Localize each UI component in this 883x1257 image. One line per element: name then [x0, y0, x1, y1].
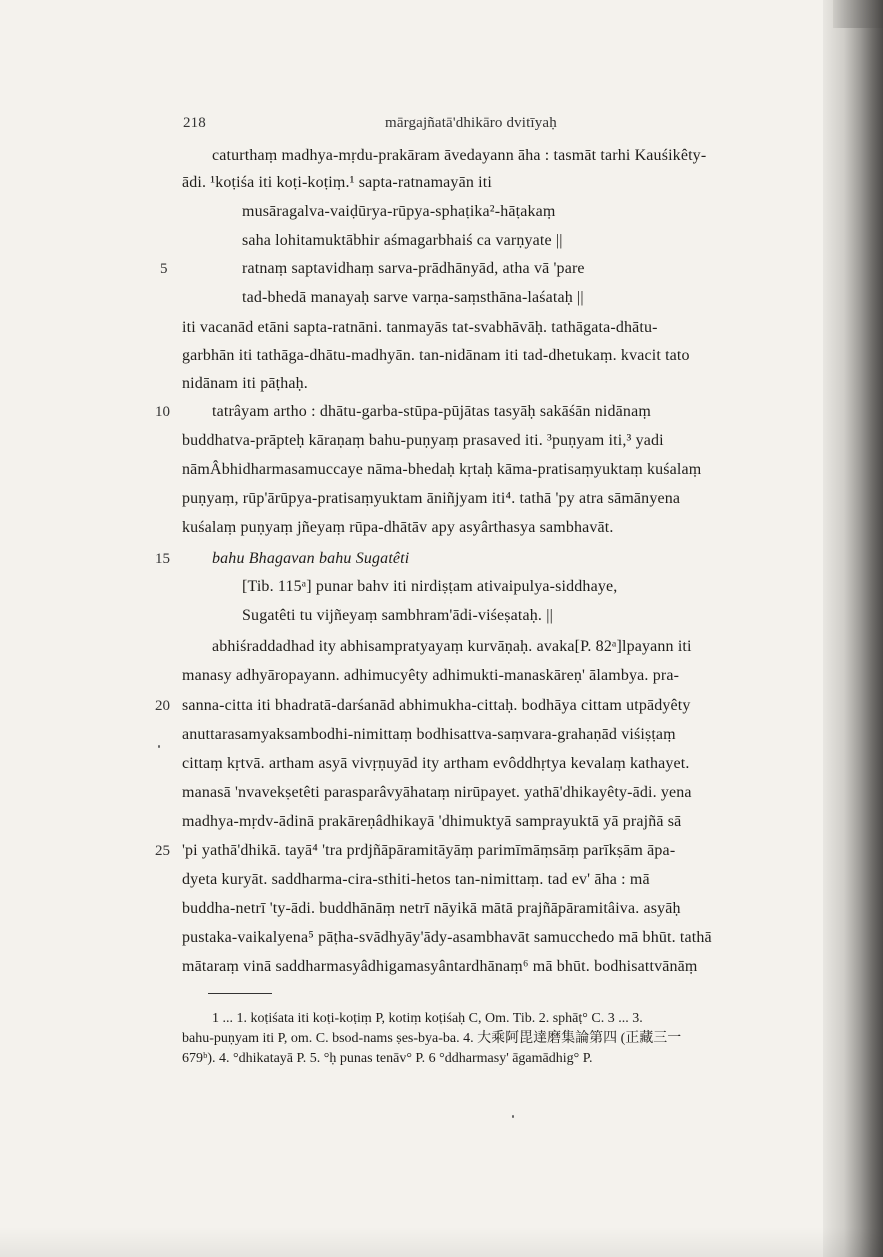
text-line: sanna-citta iti bhadratā-darśanād abhimukha-cittaḥ. bodhāya cittam utpādyêty	[182, 697, 691, 714]
text-line: manasā 'nvavekṣetêti parasparâvyāhataṃ nirūpayet. yathā'dhikayêty-ādi. yena	[182, 784, 692, 801]
text-line: cittaṃ kṛtvā. artham asyā vivṛṇuyād ity artham evôddhṛtya kevalaṃ kathayet.	[182, 755, 690, 772]
text-line: puṇyaṃ, rūp'ārūpya-pratisaṃyuktam āniñjyam iti⁴. tathā 'py atra sāmānyena	[182, 490, 681, 507]
text-line: abhiśraddadhad ity abhisampratyayaṃ kurvāṇaḥ. avaka[P. 82ᵃ]lpayann iti	[212, 638, 692, 655]
line-number: 25	[155, 843, 170, 859]
text-line: buddha-netrī 'ty-ādi. buddhānāṃ netrī nāyikā mātā prajñāpāramitâiva. asyāḥ	[182, 900, 681, 917]
text-line: manasy adhyāropayann. adhimucyêty adhimukti-manaskāreṇ' ālambya. pra-	[182, 667, 680, 684]
text-line: iti vacanād etāni sapta-ratnāni. tanmayās tat-svabhāvāḥ. tathāgata-dhātu-	[182, 319, 658, 336]
text-line: garbhān iti tathāga-dhātu-madhyān. tan-nidānam iti tad-dhetukaṃ. kvacit tato	[182, 347, 690, 364]
verse-line: tad-bhedā manayaḥ sarve varṇa-saṃsthāna-laśataḥ ||	[242, 289, 584, 306]
footnote-rule	[208, 993, 272, 994]
text-line: buddhatva-prāpteḥ kāraṇaṃ bahu-puṇyaṃ prasaved iti. ³puṇyam iti,³ yadi	[182, 432, 664, 449]
page-number: 218	[183, 115, 206, 131]
verse-line: ratnaṃ saptavidhaṃ sarva-prādhānyād, atha vā 'pare	[242, 260, 585, 277]
text-line: tatrâyam artho : dhātu-garba-stūpa-pūjātas tasyāḥ sakāśān nidānaṃ	[212, 403, 651, 420]
scan-speck	[158, 745, 160, 748]
text-line: 'pi yathā'dhikā. tayā⁴ 'tra prdjñāpāramitāyāṃ parimīmāṃsāṃ parīkṣām āpa-	[182, 842, 676, 859]
text-line: mātaraṃ vinā saddharmasyâdhigamasyântardhānaṃ⁶ mā bhūt. bodhisattvānāṃ	[182, 958, 698, 975]
text-line: dyeta kuryāt. saddharma-cira-sthiti-hetos tan-nimittaṃ. tad ev' āha : mā	[182, 871, 650, 888]
scan-speck	[512, 1115, 514, 1118]
verse-line: musāragalva-vaiḍūrya-rūpya-sphaṭika²-hāṭakaṃ	[242, 203, 556, 220]
footnote-line: 1 ... 1. koṭiśata iti koṭi-koṭiṃ P, kotiṃ koṭiśaḥ C, Om. Tib. 2. sphāṭ° C. 3 ... 3.	[212, 1011, 643, 1026]
line-number: 5	[160, 261, 168, 277]
verse-line: [Tib. 115ᵃ] punar bahv iti nirdiṣṭam ativaipulya-siddhaye,	[242, 578, 618, 595]
text-line: pustaka-vaikalyena⁵ pāṭha-svādhyāy'ādy-asambhavāt samucchedo mā bhūt. tathā	[182, 929, 712, 946]
verse-line: Sugatêti tu vijñeyaṃ sambhram'ādi-viśeṣataḥ. ||	[242, 607, 553, 624]
text-line: caturthaṃ madhya-mṛdu-prakāram āvedayann āha : tasmāt tarhi Kauśikêty-	[212, 147, 707, 164]
text-line: nāmÂbhidharmasamuccaye nāma-bhedaḥ kṛtaḥ kāma-pratisaṃyuktaṃ kuśalaṃ	[182, 461, 702, 478]
line-number: 15	[155, 551, 170, 567]
running-title: mārgajñatā'dhikāro dvitīyaḥ	[385, 115, 557, 131]
line-number: 20	[155, 698, 170, 714]
book-spine-shadow	[823, 0, 883, 1257]
lemma-line: bahu Bhagavan bahu Sugatêti	[212, 550, 410, 567]
line-number: 10	[155, 404, 170, 420]
scan-bottom-shade	[0, 1227, 883, 1257]
footnote-line: 679ᵇ). 4. °dhikatayā P. 5. °ḥ punas tenāv° P. 6 °ddharmasy' āgamādhig° P.	[182, 1051, 593, 1066]
footnote-line: bahu-puṇyam iti P, om. C. bsod-nams ṣes-bya-ba. 4. 大乘阿毘達磨集論第四 (正藏三一	[182, 1031, 682, 1046]
text-line: ādi. ¹koṭiśa iti koṭi-koṭiṃ.¹ sapta-ratnamayān iti	[182, 174, 492, 191]
text-line: anuttarasamyaksambodhi-nimittaṃ bodhisattva-saṃvara-grahaṇād viśiṣṭaṃ	[182, 726, 676, 743]
text-line: nidānam iti pāṭhaḥ.	[182, 375, 308, 392]
verse-line: saha lohitamuktābhir aśmagarbhaiś ca varṇyate ||	[242, 232, 563, 249]
spine-top-dark	[833, 0, 883, 28]
text-line: madhya-mṛdv-ādinā prakāreṇâdhikayā 'dhimuktyā samprayuktā yā prajñā sā	[182, 813, 682, 830]
text-line: kuśalaṃ puṇyaṃ jñeyaṃ rūpa-dhātāv apy asyârthasya sambhavāt.	[182, 519, 614, 536]
